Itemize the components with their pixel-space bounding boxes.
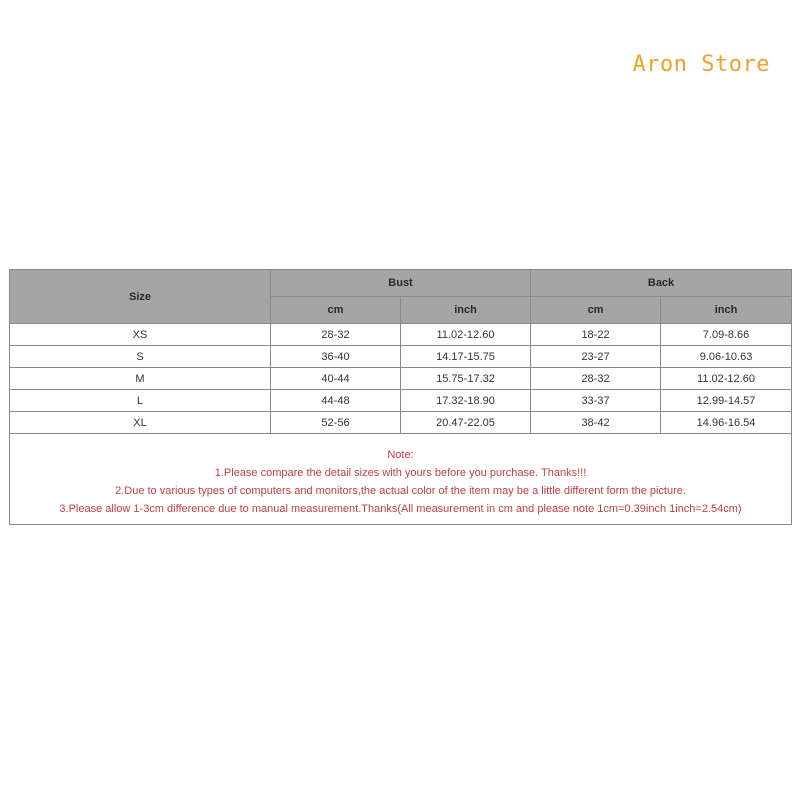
bust-cm-cell: 52-56 <box>271 412 401 434</box>
bust-cm-cell: 36-40 <box>271 346 401 368</box>
back-inch-cell: 11.02-12.60 <box>661 368 792 390</box>
size-column-header: Size <box>10 270 271 324</box>
bust-inch-cell: 17.32-18.90 <box>401 390 531 412</box>
note-line-3: 3.Please allow 1-3cm difference due to manual measurement.Thanks(All measurement in cm and please note 1cm=0.39inch 1inch=2.54cm) <box>59 503 742 515</box>
back-cm-cell: 23-27 <box>531 346 661 368</box>
bust-inch-header: inch <box>401 297 531 324</box>
bust-cm-cell: 28-32 <box>271 324 401 346</box>
back-cm-cell: 33-37 <box>531 390 661 412</box>
bust-inch-cell: 15.75-17.32 <box>401 368 531 390</box>
back-group-header: Back <box>531 270 792 297</box>
back-inch-header: inch <box>661 297 792 324</box>
size-cell: S <box>10 346 271 368</box>
size-cell: XL <box>10 412 271 434</box>
back-inch-cell: 7.09-8.66 <box>661 324 792 346</box>
bust-inch-cell: 14.17-15.75 <box>401 346 531 368</box>
back-cm-cell: 28-32 <box>531 368 661 390</box>
note-line-1: 1.Please compare the detail sizes with yours before you purchase. Thanks!!! <box>214 467 587 479</box>
bust-inch-cell: 20.47-22.05 <box>401 412 531 434</box>
note-line-2: 2.Due to various types of computers and monitors,the actual color of the item may be a little different form the picture. <box>115 485 686 497</box>
table-row <box>10 346 792 368</box>
bust-group-header: Bust <box>271 270 531 297</box>
back-cm-header: cm <box>531 297 661 324</box>
table-row <box>10 324 792 346</box>
bust-inch-cell: 11.02-12.60 <box>401 324 531 346</box>
store-brand: Aron Store <box>632 52 770 77</box>
back-inch-cell: 14.96-16.54 <box>661 412 792 434</box>
back-cm-cell: 38-42 <box>531 412 661 434</box>
table-row <box>10 368 792 390</box>
back-inch-cell: 12.99-14.57 <box>661 390 792 412</box>
table-row <box>10 390 792 412</box>
size-cell: XS <box>10 324 271 346</box>
size-cell: M <box>10 368 271 390</box>
back-cm-cell: 18-22 <box>531 324 661 346</box>
table-row <box>10 412 792 434</box>
back-inch-cell: 9.06-10.63 <box>661 346 792 368</box>
size-chart-table <box>9 269 792 525</box>
bust-cm-cell: 40-44 <box>271 368 401 390</box>
notes-row <box>10 434 792 525</box>
bust-cm-cell: 44-48 <box>271 390 401 412</box>
note-title: Note: <box>387 449 414 461</box>
size-cell: L <box>10 390 271 412</box>
bust-cm-header: cm <box>271 297 401 324</box>
notes-cell <box>10 434 792 525</box>
